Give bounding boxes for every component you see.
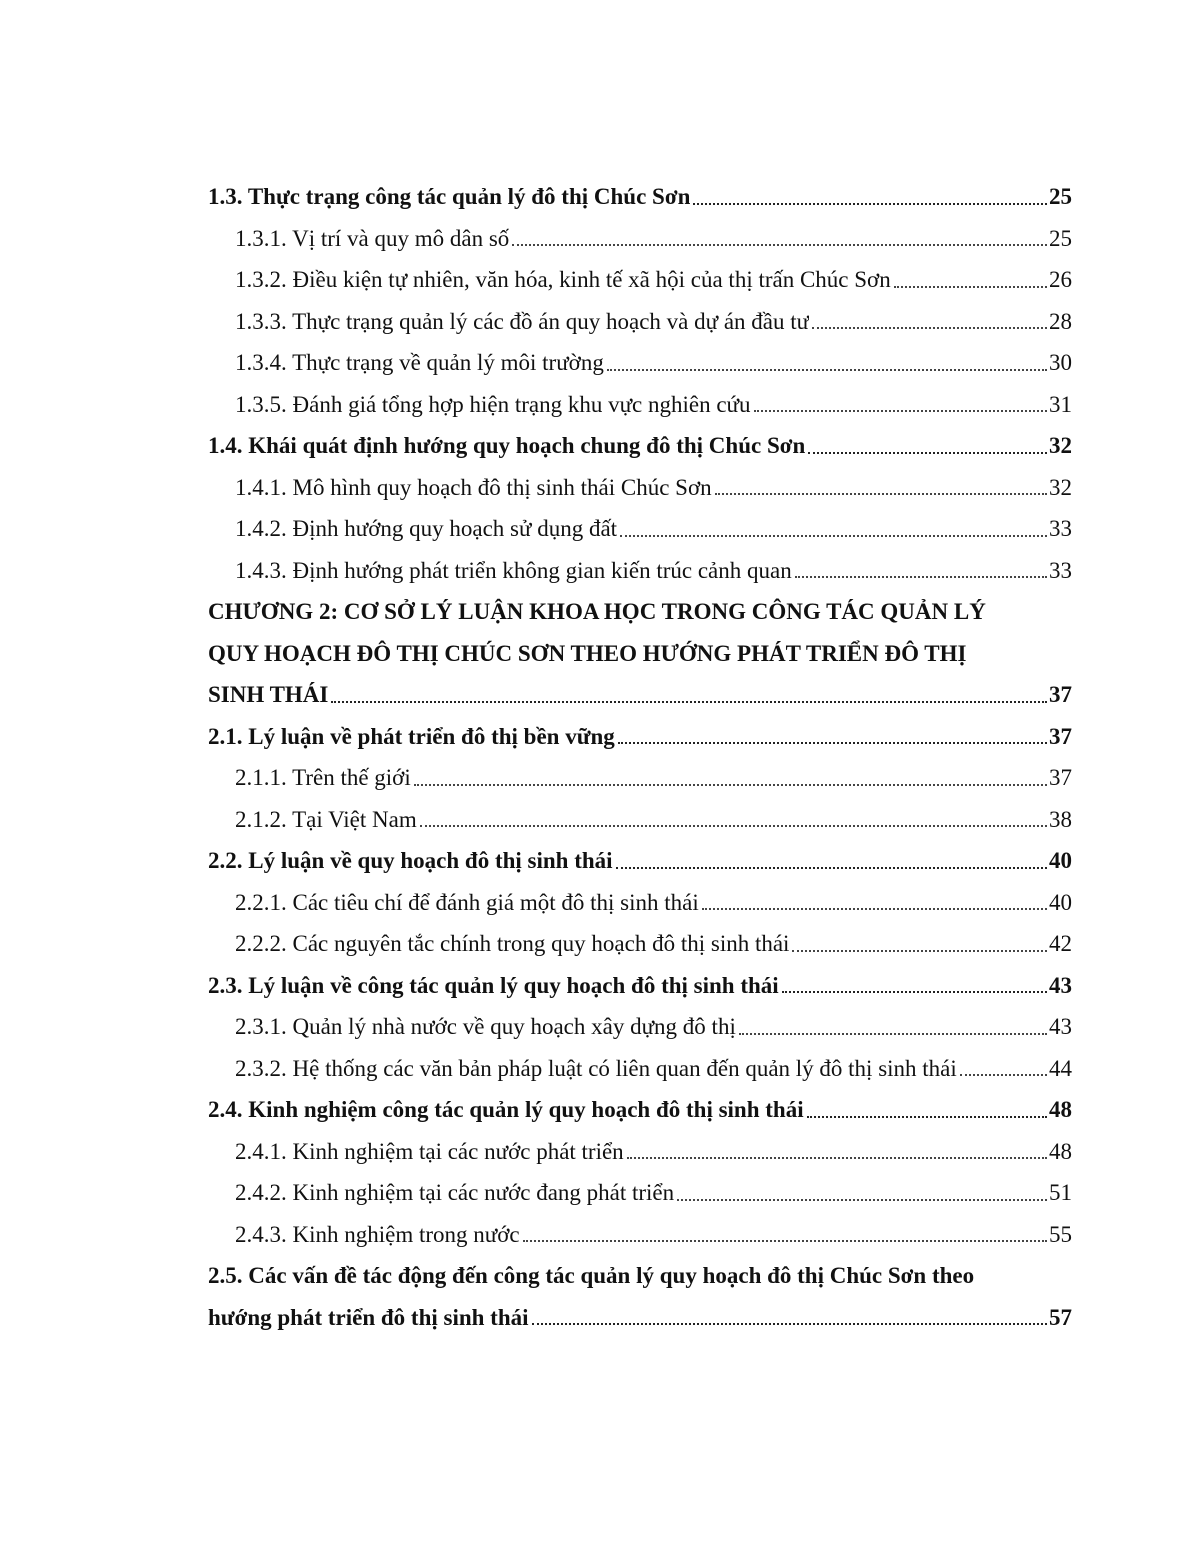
toc-entry	[208, 508, 1072, 550]
toc-entry	[208, 799, 1072, 841]
toc-entry	[208, 259, 1072, 301]
toc-entry-page-number: 33	[1049, 557, 1072, 583]
toc-entry	[208, 965, 1072, 1007]
toc-entry-page-number: 44	[1049, 1055, 1072, 1081]
dot-leader	[331, 674, 1047, 716]
toc-entry	[208, 218, 1072, 260]
toc-entry-title: hướng phát triển đô thị sinh thái	[208, 1304, 529, 1330]
toc-entry-page-number: 37	[1049, 682, 1072, 707]
dot-leader	[618, 716, 1047, 758]
toc-entry-title: QUY HOẠCH ĐÔ THỊ CHÚC SƠN THEO HƯỚNG PHÁT TRIỂN ĐÔ THỊ	[208, 640, 967, 666]
toc-entry	[208, 1006, 1072, 1048]
toc-entry-title: 2.5. Các vấn đề tác động đến công tác quản lý quy hoạch đô thị Chúc Sơn theo	[208, 1263, 975, 1288]
toc-entry-title: 2.1.1. Trên thế giới	[235, 765, 411, 790]
toc-entry-title: 1.4. Khái quát định hướng quy hoạch chung đô thị Chúc Sơn	[208, 433, 806, 458]
toc-entry	[208, 384, 1072, 426]
toc-entry	[208, 633, 1072, 675]
dot-leader	[812, 301, 1047, 343]
toc-entry	[208, 1172, 1072, 1214]
toc-entry-page-number: 48	[1049, 1138, 1072, 1164]
toc-entry	[208, 1255, 1072, 1297]
toc-entry-page-number: 32	[1049, 474, 1072, 500]
toc-entry-page-number: 25	[1049, 225, 1072, 251]
toc-entry-page-number: 26	[1049, 267, 1072, 292]
dot-leader	[795, 550, 1047, 592]
toc-entry	[208, 923, 1072, 965]
dot-leader	[715, 467, 1047, 509]
toc-entry-title: 2.2. Lý luận về quy hoạch đô thị sinh thái	[208, 848, 613, 873]
table-of-contents	[208, 176, 1072, 1338]
toc-entry-page-number: 31	[1049, 391, 1072, 417]
dot-leader	[739, 1006, 1047, 1048]
toc-entry-page-number: 40	[1049, 848, 1072, 873]
toc-entry-title: 1.3.4. Thực trạng về quản lý môi trường	[235, 350, 604, 375]
toc-entry	[208, 425, 1072, 467]
toc-entry	[208, 674, 1072, 716]
toc-entry-page-number: 33	[1049, 516, 1072, 541]
toc-entry-title: 2.3.2. Hệ thống các văn bản pháp luật có liên quan đến quản lý đô thị sinh thái	[235, 1055, 957, 1081]
toc-entry-title: 1.4.3. Định hướng phát triển không gian kiến trúc cảnh quan	[235, 557, 792, 583]
toc-entry-title: 1.3.1. Vị trí và quy mô dân số	[235, 225, 510, 251]
toc-entry-page-number: 28	[1049, 308, 1072, 334]
dot-leader	[807, 1089, 1047, 1131]
toc-entry-page-number: 48	[1049, 1097, 1072, 1122]
toc-entry	[208, 342, 1072, 384]
toc-entry-title: 2.2.1. Các tiêu chí để đánh giá một đô thị sinh thái	[235, 889, 699, 915]
dot-leader	[960, 1048, 1047, 1090]
dot-leader	[523, 1214, 1047, 1256]
toc-entry-page-number: 40	[1049, 889, 1072, 915]
dot-leader	[754, 384, 1047, 426]
toc-entry-page-number: 25	[1049, 184, 1072, 209]
toc-entry-title: CHƯƠNG 2: CƠ SỞ LÝ LUẬN KHOA HỌC TRONG CÔNG TÁC QUẢN LÝ	[208, 599, 986, 624]
toc-entry-title: 2.3. Lý luận về công tác quản lý quy hoạch đô thị sinh thái	[208, 972, 779, 998]
dot-leader	[616, 840, 1047, 882]
toc-entry-page-number: 37	[1049, 723, 1072, 749]
toc-entry-page-number: 30	[1049, 350, 1072, 375]
toc-entry-page-number: 42	[1049, 931, 1072, 956]
toc-entry-page-number: 57	[1049, 1304, 1072, 1330]
toc-entry	[208, 716, 1072, 758]
toc-entry	[208, 1131, 1072, 1173]
dot-leader	[607, 342, 1047, 384]
toc-entry-title: 2.1.2. Tại Việt Nam	[235, 806, 417, 832]
toc-entry-title: 1.3.5. Đánh giá tổng hợp hiện trạng khu vực nghiên cứu	[235, 391, 751, 417]
toc-entry	[208, 757, 1072, 799]
toc-entry	[208, 1048, 1072, 1090]
toc-entry	[208, 882, 1072, 924]
dot-leader	[532, 1297, 1047, 1339]
toc-entry	[208, 1214, 1072, 1256]
toc-entry-title: 2.4.1. Kinh nghiệm tại các nước phát triển	[235, 1138, 624, 1164]
toc-entry-page-number: 43	[1049, 972, 1072, 998]
dot-leader	[782, 965, 1047, 1007]
toc-entry	[208, 176, 1072, 218]
toc-entry-title: 1.4.1. Mô hình quy hoạch đô thị sinh thái Chúc Sơn	[235, 474, 712, 500]
toc-entry-title: 2.2.2. Các nguyên tắc chính trong quy hoạch đô thị sinh thái	[235, 931, 790, 956]
toc-entry-page-number: 38	[1049, 806, 1072, 832]
toc-entry-title: 2.1. Lý luận về phát triển đô thị bền vững	[208, 723, 615, 749]
dot-leader	[620, 508, 1047, 550]
toc-entry-title: 2.3.1. Quản lý nhà nước về quy hoạch xây dựng đô thị	[235, 1014, 736, 1039]
toc-entry	[208, 591, 1072, 633]
toc-entry-title: 2.4.3. Kinh nghiệm trong nước	[235, 1221, 520, 1247]
dot-leader	[702, 882, 1047, 924]
dot-leader	[414, 757, 1047, 799]
toc-entry	[208, 1297, 1072, 1339]
toc-entry-title: 1.3.3. Thực trạng quản lý các đồ án quy hoạch và dự án đầu tư	[235, 308, 810, 334]
toc-entry	[208, 467, 1072, 509]
toc-entry-title: 1.3. Thực trạng công tác quản lý đô thị Chúc Sơn	[208, 184, 691, 209]
toc-entry-page-number: 32	[1049, 433, 1072, 458]
dot-leader	[512, 218, 1047, 260]
toc-entry-page-number: 43	[1049, 1014, 1072, 1039]
toc-entry-page-number: 37	[1049, 765, 1072, 790]
toc-entry	[208, 301, 1072, 343]
toc-entry-title: 2.4.2. Kinh nghiệm tại các nước đang phát triển	[235, 1180, 675, 1205]
dot-leader	[677, 1172, 1047, 1214]
toc-entry-page-number: 55	[1049, 1221, 1072, 1247]
toc-entry	[208, 1089, 1072, 1131]
toc-entry-title: 2.4. Kinh nghiệm công tác quản lý quy hoạch đô thị sinh thái	[208, 1097, 804, 1122]
toc-entry-title: SINH THÁI	[208, 682, 329, 707]
toc-entry-title: 1.4.2. Định hướng quy hoạch sử dụng đất	[235, 516, 618, 541]
dot-leader	[420, 799, 1047, 841]
toc-entry	[208, 550, 1072, 592]
dot-leader	[693, 176, 1047, 218]
dot-leader	[792, 923, 1047, 965]
dot-leader	[808, 425, 1047, 467]
toc-entry-page-number: 51	[1049, 1180, 1072, 1205]
dot-leader	[894, 259, 1047, 301]
toc-entry	[208, 840, 1072, 882]
toc-entry-title: 1.3.2. Điều kiện tự nhiên, văn hóa, kinh tế xã hội của thị trấn Chúc Sơn	[235, 267, 891, 292]
dot-leader	[627, 1131, 1047, 1173]
